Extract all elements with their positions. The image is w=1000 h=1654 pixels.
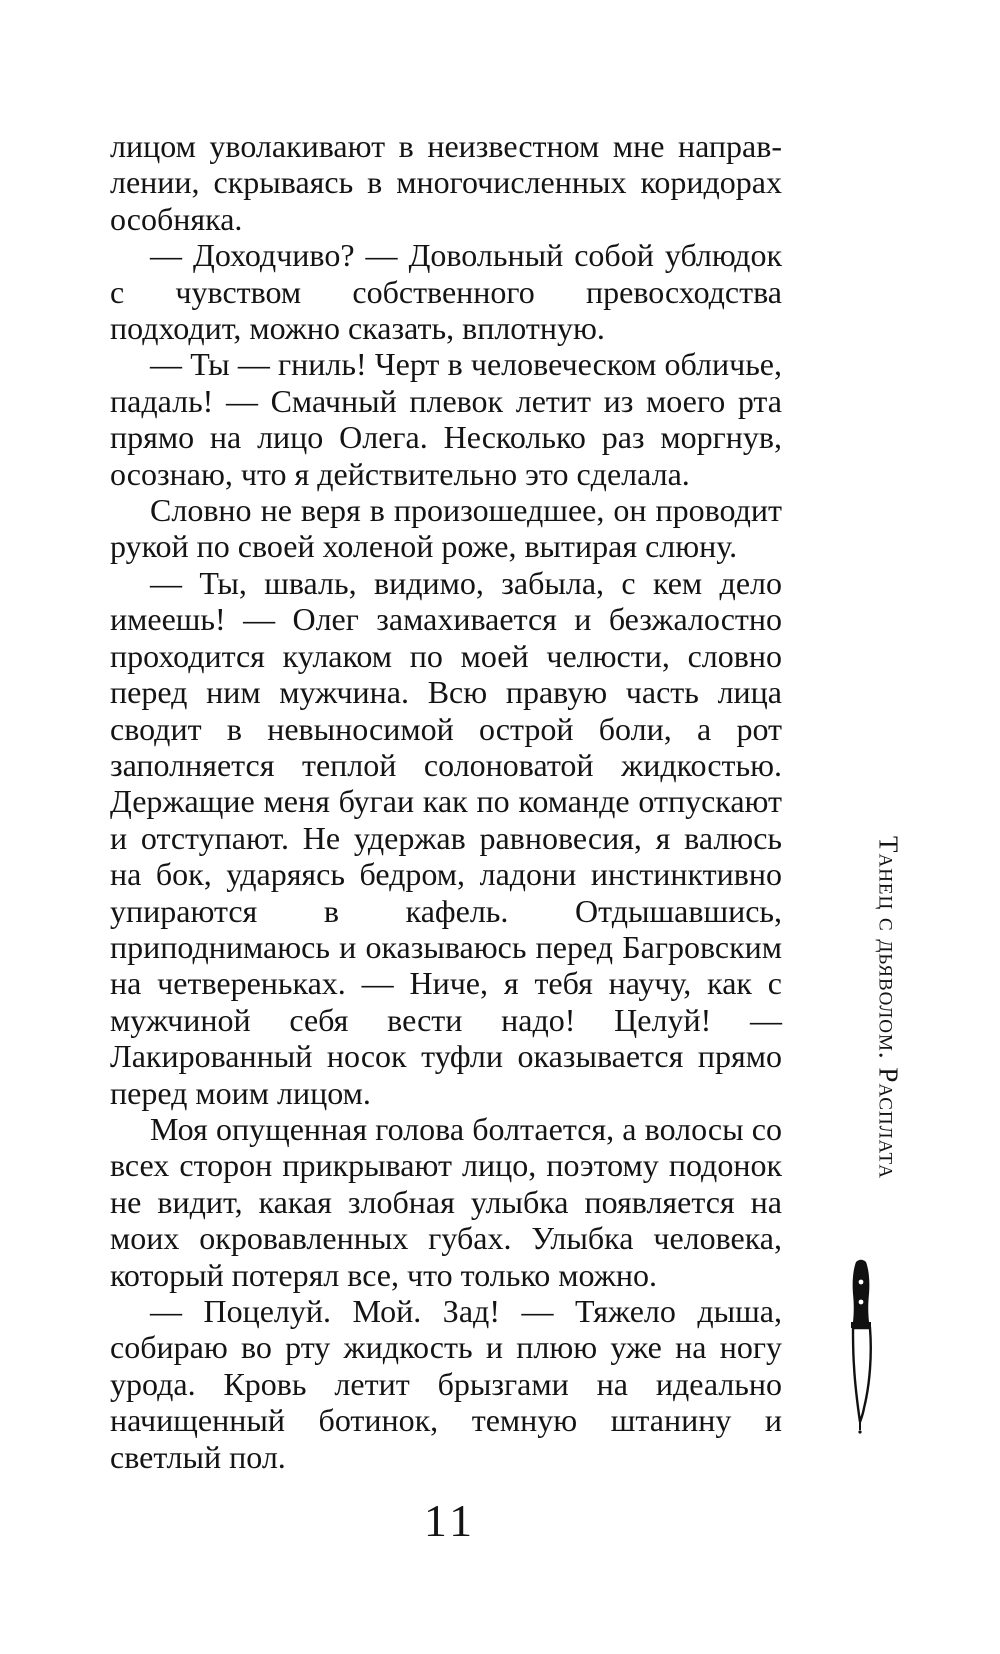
- paragraph: лицом уволакивают в неизвестном мне направлении, скрываясь в многочисленных коридорах особняка.: [110, 128, 782, 237]
- paragraph: — Поцелуй. Мой. Зад! — Тяжело дыша, собираю во рту жидкость и плюю уже на ногу урода. Кровь летит брызгами на идеально начищенный ботинок, темную штанину и светлый пол.: [110, 1293, 782, 1475]
- paragraph: — Ты, шваль, видимо, забыла, с кем дело имеешь! — Олег замахивается и безжалостно проходится кулаком по моей челюсти, словно перед ним мужчина. Всю правую часть лица сводит в невыносимой острой боли, а рот заполняется теплой солоноватой жидкостью. Держащие меня бугаи как по команде отпускают и отступают. Не удержав равновесия, я валюсь на бок, ударяясь бедром, ладони инстинктивно упираются в кафель. Отдышавшись, приподнимаюсь и оказываюсь перед Багровским на четвереньках. — Ниче, я тебя научу, как с мужчиной себя вести надо! Целуй! — Лакированный носок туфли оказывается прямо перед моим лицом.: [110, 564, 782, 1111]
- book-title-vertical: Танец с дьяволом. Расплата: [873, 836, 904, 1179]
- paragraph: Словно не веря в произошедшее, он проводит рукой по своей холеной роже, вытирая слюну.: [110, 492, 782, 565]
- body-text: [110, 128, 782, 1475]
- knife-icon: [842, 1258, 882, 1434]
- paragraph: — Ты — гниль! Черт в человеческом обличье, падаль! — Смачный плевок летит из моего рта прямо на лицо Олега. Несколько раз моргнув, осознаю, что я действительно это сделала.: [110, 346, 782, 492]
- paragraph: Моя опущенная голова болтается, а волосы со всех сторон прикрывают лицо, поэтому подонок не видит, какая злобная улыбка появляется на моих окровавленных губах. Улыбка человека, который потерял все, что только можно.: [110, 1110, 782, 1293]
- running-head: [868, 836, 908, 1179]
- page-number: 11: [423, 1495, 477, 1546]
- paragraph: — Доходчиво? — Довольный собой ублюдок с чувством собственного превосходства подходит, можно сказать, вплотную.: [110, 237, 782, 347]
